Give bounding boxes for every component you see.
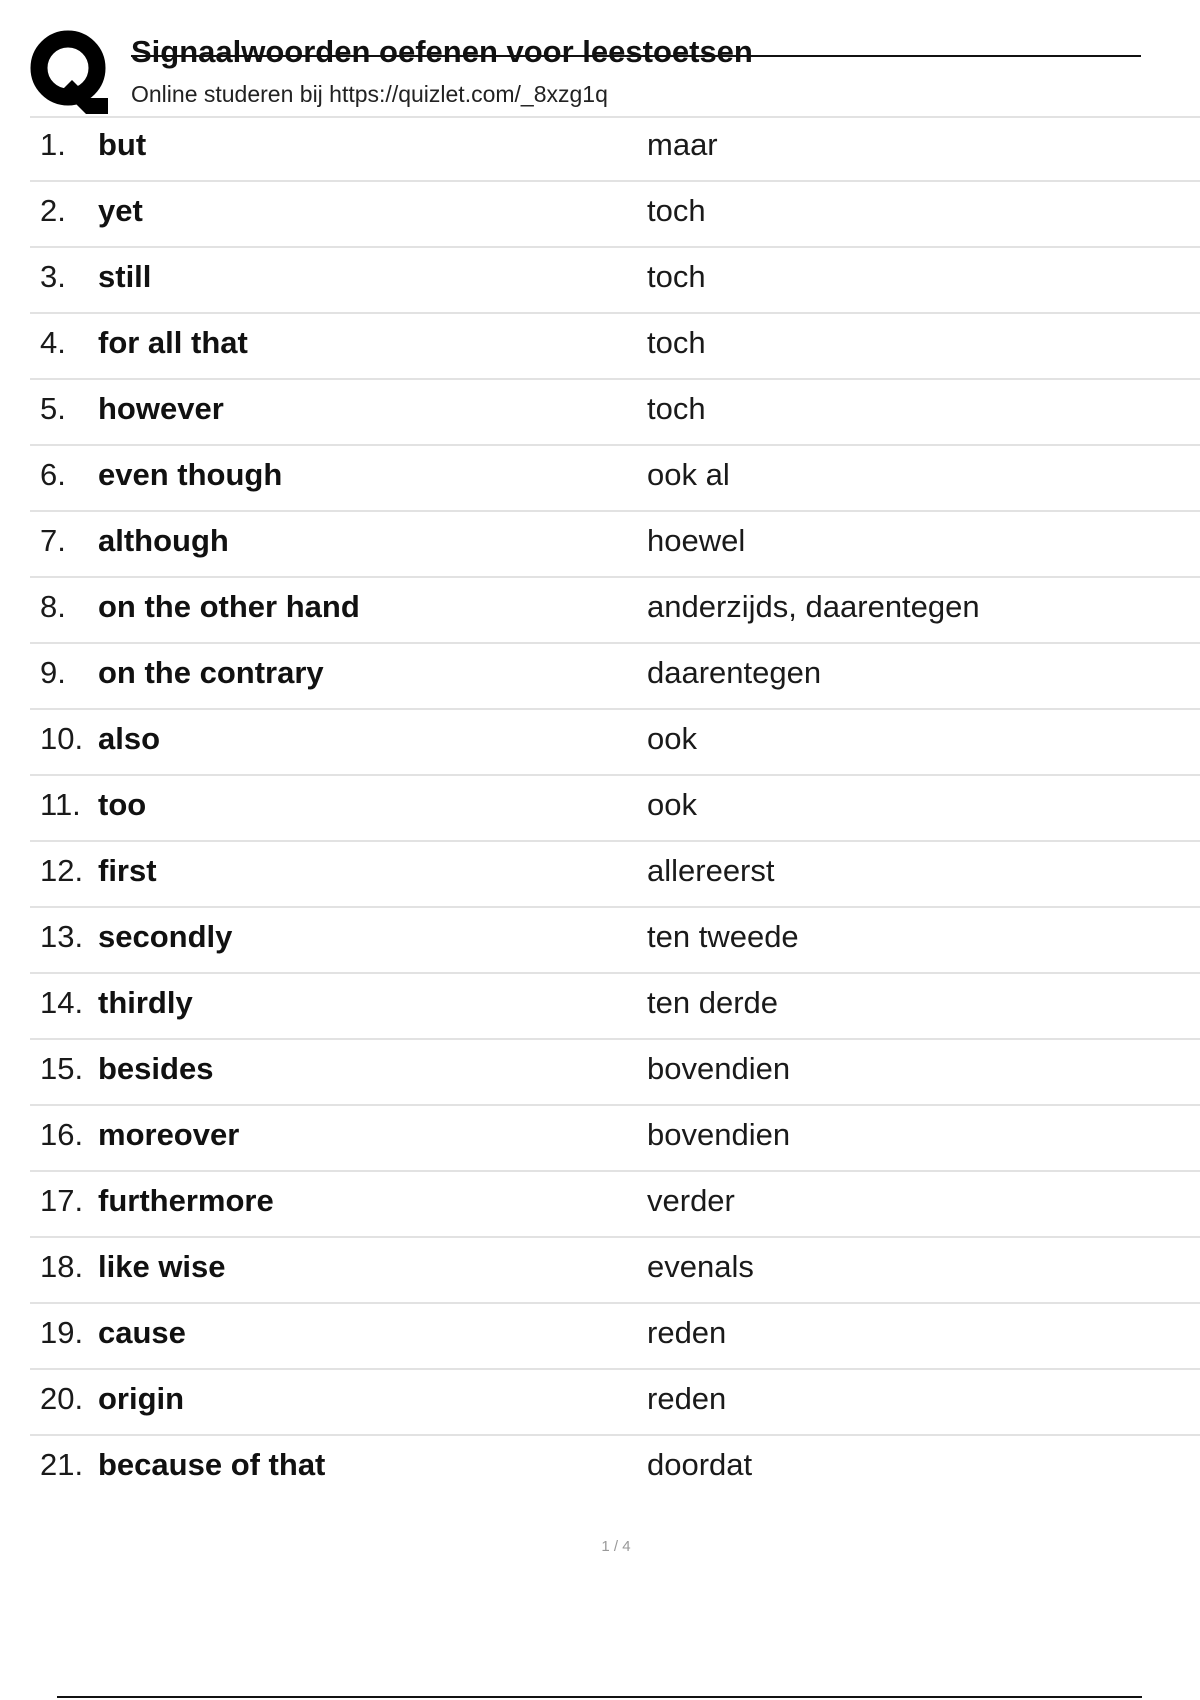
term-definition: daarentegen bbox=[647, 655, 822, 690]
term-definition: maar bbox=[647, 127, 718, 162]
term-definition: ook bbox=[647, 721, 697, 756]
term-word: still bbox=[98, 259, 152, 294]
term-word: because of that bbox=[98, 1447, 326, 1482]
term-number: 4. bbox=[40, 325, 66, 360]
term-row bbox=[30, 842, 1200, 908]
term-definition: reden bbox=[647, 1315, 727, 1350]
term-row bbox=[30, 710, 1200, 776]
term-row bbox=[30, 1370, 1200, 1436]
term-row bbox=[30, 116, 1200, 182]
term-row bbox=[30, 314, 1200, 380]
term-row bbox=[30, 1106, 1200, 1172]
term-word: furthermore bbox=[98, 1183, 274, 1218]
term-number: 3. bbox=[40, 259, 66, 294]
page-number: 1 / 4 bbox=[601, 1538, 631, 1555]
document-subtitle: Online studeren bij https://quizlet.com/_8xzg1q bbox=[131, 81, 608, 107]
quizlet-logo-icon bbox=[30, 30, 114, 114]
term-number: 15. bbox=[40, 1051, 84, 1086]
term-row bbox=[30, 1238, 1200, 1304]
term-definition: toch bbox=[647, 193, 706, 228]
term-row bbox=[30, 908, 1200, 974]
term-row bbox=[30, 446, 1200, 512]
term-number: 18. bbox=[40, 1249, 84, 1284]
term-definition: anderzijds, daarentegen bbox=[647, 589, 980, 624]
term-row bbox=[30, 776, 1200, 842]
term-definition: bovendien bbox=[647, 1051, 791, 1086]
term-number: 21. bbox=[40, 1447, 84, 1482]
term-definition: ten tweede bbox=[647, 919, 799, 954]
term-definition: ten derde bbox=[647, 985, 778, 1020]
term-definition: doordat bbox=[647, 1447, 753, 1482]
term-row bbox=[30, 644, 1200, 710]
term-word: on the other hand bbox=[98, 589, 360, 624]
term-number: 10. bbox=[40, 721, 84, 756]
term-list bbox=[30, 116, 1200, 1502]
term-row bbox=[30, 974, 1200, 1040]
term-number: 7. bbox=[40, 523, 66, 558]
term-row bbox=[30, 1436, 1200, 1502]
term-row bbox=[30, 1304, 1200, 1370]
term-definition: toch bbox=[647, 391, 706, 426]
term-definition: evenals bbox=[647, 1249, 754, 1284]
term-number: 12. bbox=[40, 853, 84, 888]
document-title: Signaalwoorden oefenen voor leestoetsen bbox=[131, 34, 753, 69]
term-number: 16. bbox=[40, 1117, 84, 1152]
term-row bbox=[30, 248, 1200, 314]
term-number: 13. bbox=[40, 919, 84, 954]
term-row bbox=[30, 578, 1200, 644]
term-word: although bbox=[98, 523, 229, 558]
document-header bbox=[0, 0, 1200, 118]
term-definition: allereerst bbox=[647, 853, 775, 888]
term-word: even though bbox=[98, 457, 283, 492]
term-number: 19. bbox=[40, 1315, 84, 1350]
term-word: like wise bbox=[98, 1249, 226, 1284]
bottom-rule bbox=[57, 1696, 1142, 1698]
term-definition: hoewel bbox=[647, 523, 746, 558]
term-row bbox=[30, 1040, 1200, 1106]
term-number: 2. bbox=[40, 193, 66, 228]
term-word: besides bbox=[98, 1051, 214, 1086]
term-word: however bbox=[98, 391, 224, 426]
term-word: moreover bbox=[98, 1117, 240, 1152]
term-number: 20. bbox=[40, 1381, 84, 1416]
term-word: secondly bbox=[98, 919, 233, 954]
term-number: 17. bbox=[40, 1183, 84, 1218]
term-number: 14. bbox=[40, 985, 84, 1020]
term-definition: verder bbox=[647, 1183, 735, 1218]
title-rule bbox=[131, 55, 1141, 57]
term-definition: reden bbox=[647, 1381, 727, 1416]
term-number: 9. bbox=[40, 655, 66, 690]
term-number: 6. bbox=[40, 457, 66, 492]
term-word: too bbox=[98, 787, 147, 822]
term-number: 11. bbox=[40, 787, 81, 822]
term-word: on the contrary bbox=[98, 655, 324, 690]
term-word: cause bbox=[98, 1315, 186, 1350]
term-word: but bbox=[98, 127, 147, 162]
term-number: 1. bbox=[40, 127, 66, 162]
term-number: 8. bbox=[40, 589, 66, 624]
term-word: for all that bbox=[98, 325, 248, 360]
term-definition: ook bbox=[647, 787, 697, 822]
term-definition: bovendien bbox=[647, 1117, 791, 1152]
term-word: also bbox=[98, 721, 161, 756]
term-row bbox=[30, 1172, 1200, 1238]
term-definition: toch bbox=[647, 325, 706, 360]
term-word: thirdly bbox=[98, 985, 193, 1020]
term-word: origin bbox=[98, 1381, 185, 1416]
term-row bbox=[30, 512, 1200, 578]
term-definition: toch bbox=[647, 259, 706, 294]
term-definition: ook al bbox=[647, 457, 730, 492]
term-row bbox=[30, 380, 1200, 446]
term-word: yet bbox=[98, 193, 143, 228]
term-word: first bbox=[98, 853, 157, 888]
term-row bbox=[30, 182, 1200, 248]
term-number: 5. bbox=[40, 391, 66, 426]
